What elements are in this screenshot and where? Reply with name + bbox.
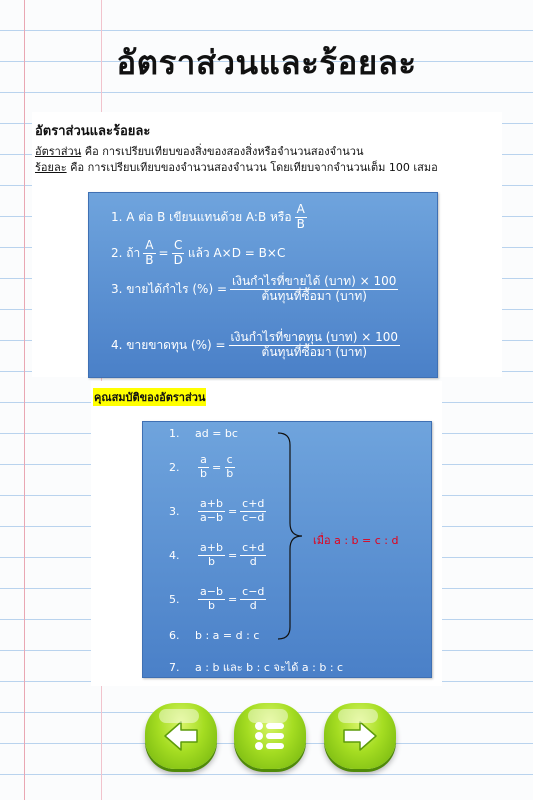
fraction-numerator: A — [296, 202, 305, 216]
definitions-panel — [32, 112, 502, 377]
fraction-numerator: c+d — [242, 541, 265, 554]
property-3-right — [240, 498, 266, 524]
fraction-numerator: a−b — [200, 585, 223, 598]
property-number: 3. — [169, 504, 180, 518]
property-6 — [169, 629, 259, 642]
fraction-numerator: เงินกำไรที่ขาดทุน (บาท) × 100 — [230, 330, 398, 344]
fraction-denominator: b — [200, 466, 207, 480]
condition-note: เมื่อ a : b = c : d — [313, 534, 399, 547]
formula-2-post: แล้ว A×D = B×C — [187, 245, 286, 260]
property-7-text: a : b และ b : c จะได้ a : b : c — [195, 661, 344, 674]
fraction-numerator: C — [174, 238, 183, 252]
property-4-left — [198, 542, 225, 568]
formula-1-text: 1. A ต่อ B เขียนแทนด้วย A:B หรือ — [111, 209, 292, 224]
fraction-numerator: A — [145, 238, 154, 252]
arrow-left-icon — [161, 718, 201, 754]
previous-button[interactable] — [145, 703, 217, 769]
property-2 — [169, 454, 238, 480]
property-1 — [169, 427, 238, 440]
property-2-left — [198, 454, 209, 480]
formula-3-fraction — [230, 275, 398, 304]
fraction-denominator: d — [249, 598, 257, 612]
curly-brace-icon — [276, 431, 306, 641]
property-5-right — [240, 586, 266, 612]
fraction-denominator: ต้นทุนที่ซื้อมา (บาท) — [261, 344, 367, 359]
intro-heading: อัตราส่วนและร้อยละ — [35, 124, 151, 139]
property-number: 1. — [169, 427, 180, 440]
fraction-denominator: D — [173, 252, 183, 267]
formula-3 — [111, 275, 401, 304]
fraction-denominator: a−b — [200, 510, 223, 524]
property-5-left — [198, 586, 225, 612]
fraction-denominator: b — [207, 554, 215, 568]
fraction-numerator: a+b — [200, 541, 223, 554]
property-3-left — [198, 498, 225, 524]
property-1-text: ad = bc — [195, 427, 238, 440]
fraction-denominator: B — [296, 216, 305, 231]
formula-1 — [111, 203, 310, 232]
formula-2-pre: 2. ถ้า — [111, 245, 141, 260]
formula-4-pre: 4. ขายขาดทุน (%) = — [111, 337, 226, 352]
fraction-numerator: c — [226, 453, 233, 466]
equals-sign: = — [227, 504, 238, 518]
property-number: 4. — [169, 548, 180, 562]
property-number: 6. — [169, 629, 180, 642]
fraction-denominator: b — [207, 598, 215, 612]
property-number: 7. — [169, 660, 180, 674]
formula-2 — [111, 239, 285, 268]
ratio-definition-text: คือ การเปรียบเทียบของสิ่งของสองสิ่งหรือจำนวนสองจำนวน — [81, 145, 364, 158]
property-number: 2. — [169, 460, 180, 474]
equals-sign: = — [211, 460, 222, 474]
property-4-right — [240, 542, 266, 568]
fraction-numerator: c−d — [242, 585, 265, 598]
property-number: 5. — [169, 592, 180, 606]
equals-sign: = — [158, 246, 169, 261]
property-5 — [169, 586, 269, 612]
fraction-denominator: b — [226, 466, 234, 480]
ratio-term: อัตราส่วน — [35, 145, 82, 158]
list-menu-icon — [250, 718, 290, 754]
fraction-numerator: เงินกำไรที่ขายได้ (บาท) × 100 — [232, 274, 397, 288]
menu-button[interactable] — [234, 703, 306, 769]
formula-4-fraction — [229, 331, 400, 360]
fraction-denominator: d — [249, 554, 257, 568]
fraction-denominator: B — [145, 252, 154, 267]
property-3 — [169, 498, 269, 524]
formula-2-fraction-right — [172, 239, 185, 268]
percent-definition — [35, 158, 438, 176]
fraction-numerator: a — [200, 453, 207, 466]
percent-definition-text: คือ การเปรียบเทียบของจำนวนสองจำนวน โดยเทียบจากจำนวนเต็ม 100 เสมอ — [66, 161, 438, 174]
formula-3-pre: 3. ขายได้กำไร (%) = — [111, 281, 227, 296]
fraction-numerator: c+d — [242, 497, 265, 510]
equals-sign: = — [227, 592, 238, 606]
property-2-right — [224, 454, 235, 480]
arrow-right-icon — [340, 718, 380, 754]
percent-term: ร้อยละ — [35, 161, 67, 174]
fraction-denominator: ต้นทุนที่ซื้อมา (บาท) — [261, 288, 367, 303]
fraction-numerator: a+b — [200, 497, 223, 510]
page-title: อัตราส่วนและร้อยละ — [116, 43, 417, 82]
properties-heading: คุณสมบัติของอัตราส่วน — [93, 388, 206, 406]
formula-2-fraction-left — [143, 239, 155, 268]
property-4 — [169, 542, 269, 568]
property-7 — [169, 658, 343, 676]
property-6-text: b : a = d : c — [195, 629, 260, 642]
formula-4 — [111, 331, 403, 360]
properties-panel — [91, 381, 442, 686]
formula-1-fraction — [295, 203, 307, 232]
formula-box — [88, 192, 438, 378]
equals-sign: = — [227, 548, 238, 562]
next-button[interactable] — [324, 703, 396, 769]
fraction-denominator: c−d — [242, 510, 265, 524]
